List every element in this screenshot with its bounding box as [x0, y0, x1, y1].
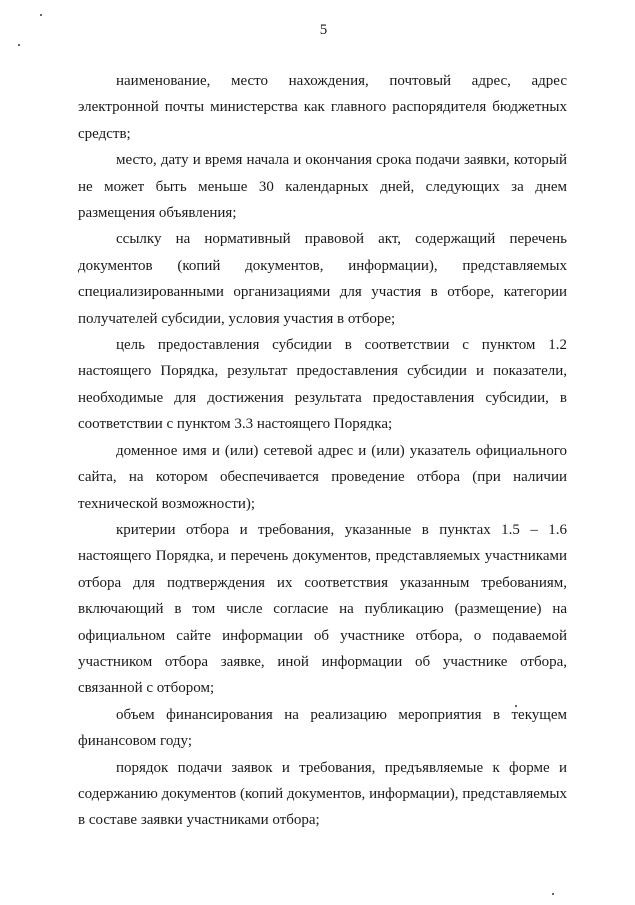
paragraph: место, дату и время начала и окончания срока подачи заявки, который не может быть меньше 30 календарных дней, следующих за днем размещения объявления;	[78, 152, 567, 222]
scan-speck	[40, 14, 42, 16]
paragraph: объем финансирования на реализацию мероприятия в текущем финансовом году;	[78, 706, 567, 750]
paragraph: ссылку на нормативный правовой акт, содержащий перечень документов (копий документов, информации), представляемых специализированными организациями для участия в отборе, категории получателей субсидии, условия участия в отборе;	[78, 231, 567, 327]
scan-speck	[552, 893, 554, 895]
paragraph: порядок подачи заявок и требования, предъявляемые к форме и содержанию документов (копий документов, информации), представляемых в составе заявки участниками отбора;	[78, 759, 567, 829]
paragraph: цель предоставления субсидии в соответствии с пунктом 1.2 настоящего Порядка, результат предоставления субсидии и показатели, необходимые для достижения результата предоставления субсидии, в соответствии с пунктом 3.3 настоящего Порядка;	[78, 337, 567, 433]
paragraph: наименование, место нахождения, почтовый адрес, адрес электронной почты министерства как главного распорядителя бюджетных средств;	[78, 73, 567, 142]
scan-speck	[18, 44, 20, 46]
paragraph: критерии отбора и требования, указанные в пунктах 1.5 – 1.6 настоящего Порядка, и перечень документов, представляемых участниками отбора для подтверждения их соответствия указанным требованиям, включающий в том числе согласие на публикацию (размещение) на официальном сайте информации об участнике отбора, о подаваемой участником отбора заявке, иной информации об участнике отбора, связанной с отбором;	[78, 521, 567, 697]
page-body	[78, 68, 567, 834]
page-number: 5	[319, 22, 328, 38]
paragraph: доменное имя и (или) сетевой адрес и (или) указатель официального сайта, на котором обеспечивается проведение отбора (при наличии технической возможности);	[78, 442, 567, 512]
